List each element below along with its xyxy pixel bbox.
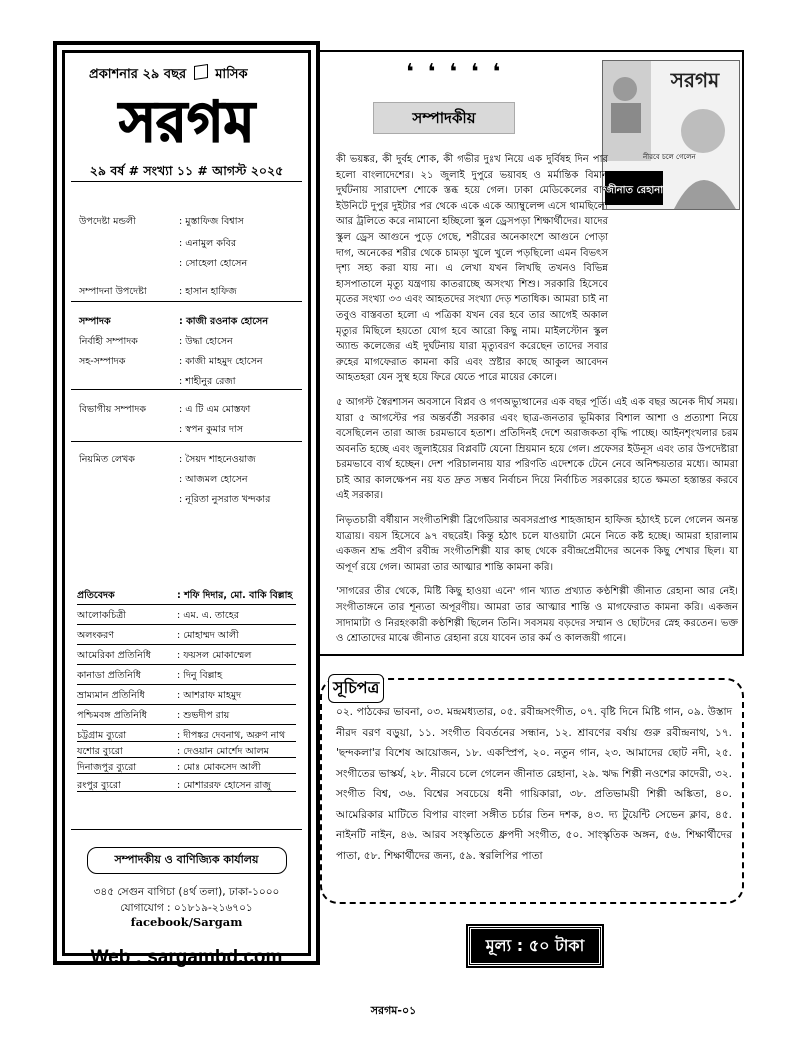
credit-name: : মোহাম্মদ আলী bbox=[177, 630, 239, 641]
divider bbox=[77, 773, 296, 774]
divider bbox=[77, 757, 296, 758]
staff-name: : নূরিতা নুসরাত খন্দকার bbox=[179, 494, 271, 505]
staff-name: : মুস্তাফিজ বিশ্বাস bbox=[179, 216, 244, 227]
credit-row bbox=[77, 667, 296, 685]
tagline-years: প্রকাশনার ২৯ বছর bbox=[89, 67, 187, 82]
credit-row bbox=[77, 687, 296, 705]
credit-row bbox=[77, 587, 296, 605]
editorial-body bbox=[336, 152, 738, 656]
cover-caption: নীরবে চলে গেলেন bbox=[643, 153, 696, 161]
credit-role: অলংকরণ bbox=[77, 630, 115, 641]
contents-title: সূচিপত্র bbox=[328, 674, 384, 703]
divider bbox=[77, 704, 296, 705]
editorial-panel bbox=[316, 50, 744, 656]
credit-name: : শফি দিদার, মো. বাকি বিল্লাহ bbox=[177, 590, 293, 601]
credit-name: : দীপঙ্কর দেবনাথ, অরুণ নাথ bbox=[177, 730, 286, 741]
staff-name: : আজমল হোসেন bbox=[179, 474, 248, 485]
credit-row bbox=[77, 727, 296, 742]
staff-role: সম্পাদক bbox=[79, 316, 111, 327]
issue-line: ২৯ বর্ষ # সংখ্যা ১১ # আগস্ট ২০২৫ bbox=[89, 163, 284, 178]
credit-role: প্রতিবেদক bbox=[77, 590, 115, 601]
office-title: সম্পাদকীয় ও বাণিজ্যিক কার্যালয় bbox=[87, 847, 287, 874]
credit-row bbox=[77, 607, 296, 625]
office-address: ৩৪৫ সেগুন বাগিচা (৪র্থ তলা), ঢাকা-১০০০ bbox=[93, 886, 280, 898]
website-link[interactable]: Web : sargambd.com bbox=[90, 947, 283, 968]
staff-role: সম্পাদনা উপদেষ্টা bbox=[79, 286, 147, 297]
staff-role: নিয়মিত লেখক bbox=[79, 454, 135, 465]
credit-role: রংপুর ব্যুরো bbox=[77, 780, 121, 791]
masthead-panel bbox=[62, 50, 311, 968]
credit-role: দিনাজপুর ব্যুরো bbox=[77, 762, 137, 773]
credit-role: আলোকচিত্রী bbox=[77, 610, 126, 621]
staff-name: : উদ্ধা হোসেন bbox=[179, 336, 233, 347]
staff-name: : কাজী মাহমুদ হোসেন bbox=[179, 356, 263, 367]
credit-row bbox=[77, 647, 296, 665]
credit-role: চট্টগ্রাম ব্যুরো bbox=[77, 730, 127, 741]
credit-name: : মোঃ মোকসেদ আলী bbox=[177, 762, 261, 773]
page-number: সরগম-০১ bbox=[370, 1004, 417, 1017]
credit-name: : আশরাফ মাহমুদ bbox=[177, 690, 242, 701]
logo-text: সরগম bbox=[119, 90, 255, 155]
staff-role: উপদেষ্টা মন্ডলী bbox=[79, 216, 136, 227]
credit-row bbox=[77, 627, 296, 645]
staff-name: : সোহেলা হোসেন bbox=[179, 258, 248, 269]
price-badge: মূল্য : ৫০ টাকা bbox=[468, 926, 602, 966]
contents-box bbox=[320, 678, 744, 904]
document-icon bbox=[194, 64, 208, 80]
staff-role: সহ-সম্পাদক bbox=[79, 356, 126, 367]
staff-name: : সৈয়দ শাহনেওয়াজ bbox=[179, 454, 256, 465]
credit-name: : শুভদীপ রায় bbox=[177, 710, 230, 721]
credit-role: ভ্রাম্যমান প্রতিনিধি bbox=[77, 690, 145, 701]
credit-row bbox=[77, 759, 296, 774]
divider bbox=[71, 181, 302, 182]
masthead-tagline bbox=[89, 65, 248, 86]
cover-name: জীনাত রেহানা bbox=[604, 185, 664, 196]
staff-name: : হাসান হাফিজ bbox=[179, 286, 237, 297]
divider bbox=[77, 791, 296, 792]
credit-row bbox=[77, 707, 296, 725]
credit-row bbox=[77, 743, 296, 758]
staff-name: : এনামুল কবির bbox=[179, 238, 237, 249]
credit-row bbox=[77, 777, 296, 792]
staff-name: : শাহীনুর রেজা bbox=[179, 376, 236, 387]
office-phone: যোগাযোগ : ০১৮১৯-২১৬৭০১ bbox=[120, 902, 253, 914]
staff-role: নির্বাহী সম্পাদক bbox=[79, 336, 138, 347]
credit-role: পশ্চিমবঙ্গ প্রতিনিধি bbox=[77, 710, 147, 721]
editorial-title: সম্পাদকীয় bbox=[373, 102, 515, 134]
divider bbox=[77, 741, 296, 742]
credit-name: : দেওয়ান মোর্শেদ আলম bbox=[177, 746, 269, 757]
editorial-paragraph: নিভৃতচারী বর্ষীয়ান সংগীতশিল্পী ব্রিগেডিয়ার অবসরপ্রাপ্ত শাহজাহান হাফিজ হঠাৎই চলে গেলেন অনন্ত যাত্রায়। বয়স হিসেবে ৯৭ বছরেই। কিন্তু হঠাৎ চলে যাওয়াটা মেনে নিতে কষ্ট হচ্ছে। আমরা হারালাম একজন শ্রদ্ধ প্রবীণ রবীন্দ্র সংগীতশিল্পী যার কাছ থেকে রবীন্দ্রপ্রেমীদের অনেক কিছু শেখার ছিল। যা অপূর্ণ রয়ে গেল। আমরা তার আত্মার শান্তি কামনা করি। bbox=[336, 515, 738, 573]
cover-logo: সরগম bbox=[670, 68, 720, 92]
contents-list: ০২. পাঠকের ভাবনা, ০৩. মন্দ্রমধ্যতার, ০৫. রবীন্দ্রসংগীত, ০৭. বৃষ্টি দিনে মিষ্টি গান, ০৯. উস্তাদ নীরদ বরণ বড়ুয়া, ১১. সংগীত বিবর্তনের সন্ধান, ১২. শ্রাবণের বর্ষায় গুরু রবীন্দ্রনাথ, ১৭. 'ছন্দকলা'র বিশেষ আয়োজন, ১৮. একস্প্রিপ, ২০. নতুন গান, ২৩. আমাদের ছোট নদী, ২৫. সংগীতের ভাস্কর্য, ২৮. নীরবে চলে গেলেন জীনাত রেহানা, ২৯. ঋদ্ধ শিল্পী নওশের কাদেরী, ৩২. সংগীত বিশ্ব, ৩৬. বিশ্বের সবচেয়ে ধনী গায়িকারা, ৩৮. প্রতিভাময়ী শিল্পী অঙ্কিতা, ৪০. আমেরিকার মাটিতে বিপার বাংলা সঙ্গীত চর্চার তিন দশক, ৪৩. দ্য টুয়েন্টি সেভেন ক্লাব, ৪৫. নাইনটি নাইন, ৪৬. আরব সংস্কৃতিতে ধ্রুপদী সংগীত, ৫০. সাংস্কৃতিক অঙ্গন, ৫৬. শিক্ষার্থীদের পাতা, ৫৮. শিক্ষার্থীদের জন্য, ৫৯. স্বরলিপির পাতা bbox=[336, 706, 732, 862]
divider bbox=[77, 644, 296, 645]
staff-name: : এ টি এম মোস্তফা bbox=[179, 404, 251, 415]
staff-name: : কাজী রওনাক হোসেন bbox=[179, 316, 268, 327]
facebook-link[interactable]: facebook/Sargam bbox=[130, 915, 243, 929]
divider bbox=[77, 684, 296, 685]
credit-name: : ফয়সল মোকাম্মেল bbox=[177, 650, 252, 661]
sargam-logo bbox=[87, 85, 287, 155]
divider bbox=[71, 301, 302, 302]
divider bbox=[71, 389, 302, 390]
credit-name: : দিনু বিল্লাহ bbox=[177, 670, 223, 681]
divider bbox=[71, 441, 302, 442]
divider bbox=[77, 624, 296, 625]
divider bbox=[77, 604, 296, 605]
credit-name: : এম. এ. তাহের bbox=[177, 610, 239, 621]
credit-role: যশোর ব্যুরো bbox=[77, 746, 123, 757]
staff-role: বিভাগীয় সম্পাদক bbox=[79, 404, 147, 415]
editorial-paragraph: ৫ আগস্ট স্বৈরশাসন অবসানে বিপ্লব ও গণঅভ্যুত্থানের এক বছর পূর্তি। এই এক বছর অনেক দীর্ঘ সময়। যারা ৫ আগস্টের পর অন্তর্বর্তী সরকার এবং ছাত্র-জনতার ভূমিকার বিশাল আশা ও প্রত্যাশা নিয়ে বসেছিলেন তারা আজ চরমভাবে হতাশ। প্রতিদিনই দেশে অরাজকতা বৃদ্ধি পাচ্ছে। আইনশৃংখলার চরম অবনতি হচ্ছে এবং জুলাইয়ের বিপ্লবটি যেনো ম্রিয়মান হয়ে গেল। প্রফেসর ইউনূস এবং তার উপদেষ্টারা চরমভাবে ব্যর্থ হচ্ছেন। দেশ পরিচালনায় যার পরিণতি এদেশকে টেনে নেবে অনিশ্চয়তার মধ্যে। আমরা চাই আর কালক্ষেপন নয় যত দ্রুত সম্ভব নির্বাচন দিয়ে নির্বাচিত সরকারের হাতে ক্ষমতা হস্তান্তর করবে এই সরকার। bbox=[336, 396, 738, 502]
editorial-paragraph: কী ভয়ঙ্কর, কী দুর্বহ শোক, কী গভীর দুঃখ নিয়ে এক দুর্বিষহ দিন পার হলো বাংলাদেশের। ২১ জুলাই দুপুরে ভয়াবহ ও মর্মান্তিক বিমান দুর্ঘটনায় সারাদেশ শোকে স্তব্ধ হয়ে গেল। ঢাকা মেডিকেলের বার্ণ ইউনিটে দুপুর দুইটার পর থেকে একে একে অ্যাম্বুলেন্স এসে থামছিলো আর ট্রলিতে করে নামানো হচ্ছিলো স্কুল ড্রেসপড়া শিক্ষার্থীদের। যাদের স্কুল ড্রেস আগুনে পুড়ে গেছে, শরীরের অনেকাংশে আগুনে পোড়া দাগ, অনেকের শরীর থেকে চামড়া খুলে খুলে পড়ছিলো এমন বিভৎস দৃশ্য সহ্য করা যায় না। এ লেখা যখন লিখছি তখনও বিভিন্ন হাসপাতালে মৃত্যু যন্ত্রণায় কাতরাচ্ছে অসংখ্য শিশু। সরকারি হিসেবে মৃতের সংখ্যা ৩৩ এবং আহতদের সংখ্যা দেড় শতাধিক। আমরা চাই না তবুও বাস্তবতা হলো এ পত্রিকা যখন বের হবে তার আগেই অকাল মৃত্যুর মিছিলে হয়তো যোগ হবে আরো কিছু নাম। মাইলস্টোন স্কুল অ্যান্ড কলেজের এই দুর্ঘটনায় যারা মৃত্যুবরণ করেছেন তাদের সবার রুহের মাগফেরাত কামনা করি এবং স্রষ্টার কাছে আকুল আবেদন আহতহরা যেন সুস্থ হয়ে ফিরে যেতে পারে মায়ের কোলে। bbox=[336, 154, 608, 384]
divider bbox=[77, 724, 296, 725]
editorial-paragraph: 'সাগরের তীর থেকে, মিষ্টি কিছু হাওয়া এনে' গান খ্যাত প্রখ্যাত কণ্ঠশিল্পী জীনাত রেহানা আর নেই। সংগীতাঙ্গনে তার শূন্যতা অপূরণীয়। আমরা তার আত্মার শান্তি ও মাগফেরাত কামনা করি। একজন সাদামাটা ও নিরহংকারী কণ্ঠশিল্পী ছিলেন তিনি। সবসময় বড়দের সম্মান ও ছোটদের স্নেহ করতেন। ভক্ত ও শ্রোতাদের মাঝে জীনাত রেহানা রয়ে যাবেন তার কর্ম ও কালজয়ী গানে। bbox=[336, 586, 738, 645]
staff-name: : স্বপন কুমার দাস bbox=[179, 424, 244, 435]
divider bbox=[77, 664, 296, 665]
office-block bbox=[71, 847, 302, 916]
quote-marks-decoration: ❛❛❛❛❛ bbox=[406, 60, 515, 85]
credit-name: : মোশাররফ হোসেন রাজু bbox=[177, 780, 271, 791]
divider bbox=[71, 829, 302, 830]
tagline-monthly: মাসিক bbox=[215, 67, 248, 82]
credit-role: আমেরিকা প্রতিনিধি bbox=[77, 650, 151, 661]
credit-role: কানাডা প্রতিনিধি bbox=[77, 670, 141, 681]
